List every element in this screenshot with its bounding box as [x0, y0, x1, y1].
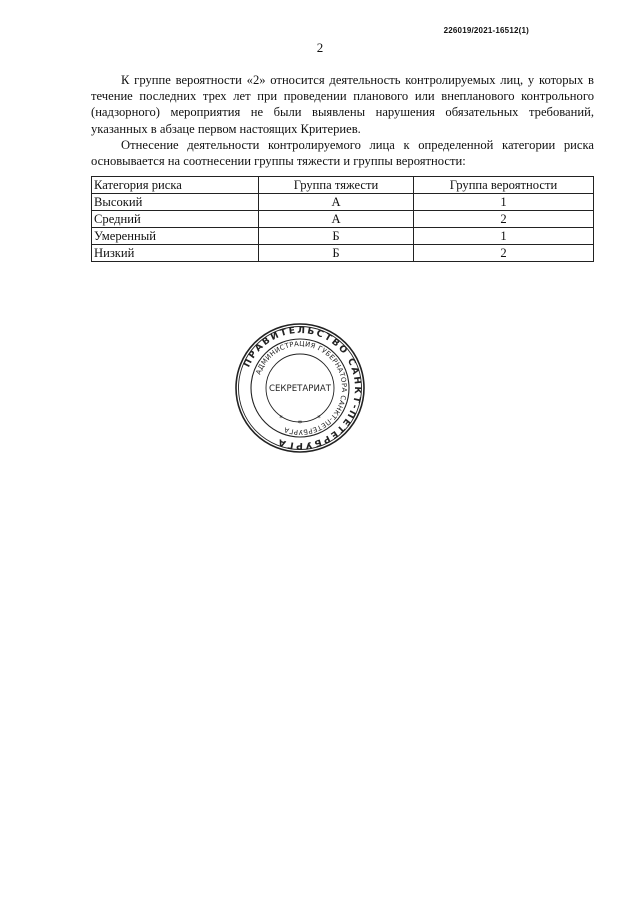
paragraph-probability-group: К группе вероятности «2» относится деятельность контролируемых лиц, у которых в течение последних трех лет при проведении планового или внепланового контрольного (надзорного) мероприятия не были выявлены нарушения обязательных требований, указанных в абзаце первом настоящих Критериев.: [91, 73, 594, 136]
cell-category: Умеренный: [92, 228, 259, 245]
cell-severity: А: [259, 211, 414, 228]
document-body: [91, 72, 594, 169]
table-row: [92, 211, 594, 228]
cell-probability: 2: [414, 211, 594, 228]
cell-probability: 2: [414, 245, 594, 262]
paragraph-risk-assignment: Отнесение деятельности контролируемого лица к определенной категории риска основывается на соотнесении группы тяжести и группы вероятности:: [91, 137, 594, 169]
stamp-outer-text: ПРАВИТЕЛЬСТВО САНКТ-ПЕТЕРБУРГА: [241, 324, 364, 452]
cell-probability: 1: [414, 194, 594, 211]
stamp-center-text: СЕКРЕТАРИАТ: [268, 384, 332, 394]
cell-category: Высокий: [92, 194, 259, 211]
column-header-category: Категория риска: [92, 177, 259, 194]
official-stamp: [234, 322, 366, 454]
page-number: 2: [316, 40, 324, 55]
cell-category: Низкий: [92, 245, 259, 262]
cell-severity: Б: [259, 245, 414, 262]
column-header-probability: Группа вероятности: [414, 177, 594, 194]
stamp-star-icon: *: [279, 414, 283, 422]
stamp-star-icon: *: [298, 419, 302, 428]
column-header-severity: Группа тяжести: [259, 177, 414, 194]
table-row: [92, 245, 594, 262]
document-number: 226019/2021-16512(1): [443, 26, 529, 35]
cell-probability: 1: [414, 228, 594, 245]
cell-severity: А: [259, 194, 414, 211]
table-row: [92, 228, 594, 245]
stamp-star-icon: *: [317, 414, 321, 422]
stamp-inner-text: АДМИНИСТРАЦИЯ ГУБЕРНАТОРА САНКТ-ПЕТЕРБУРГА: [254, 339, 349, 437]
table-row: [92, 194, 594, 211]
cell-category: Средний: [92, 211, 259, 228]
table-header-row: [92, 177, 594, 194]
cell-severity: Б: [259, 228, 414, 245]
risk-category-table: [91, 176, 594, 262]
